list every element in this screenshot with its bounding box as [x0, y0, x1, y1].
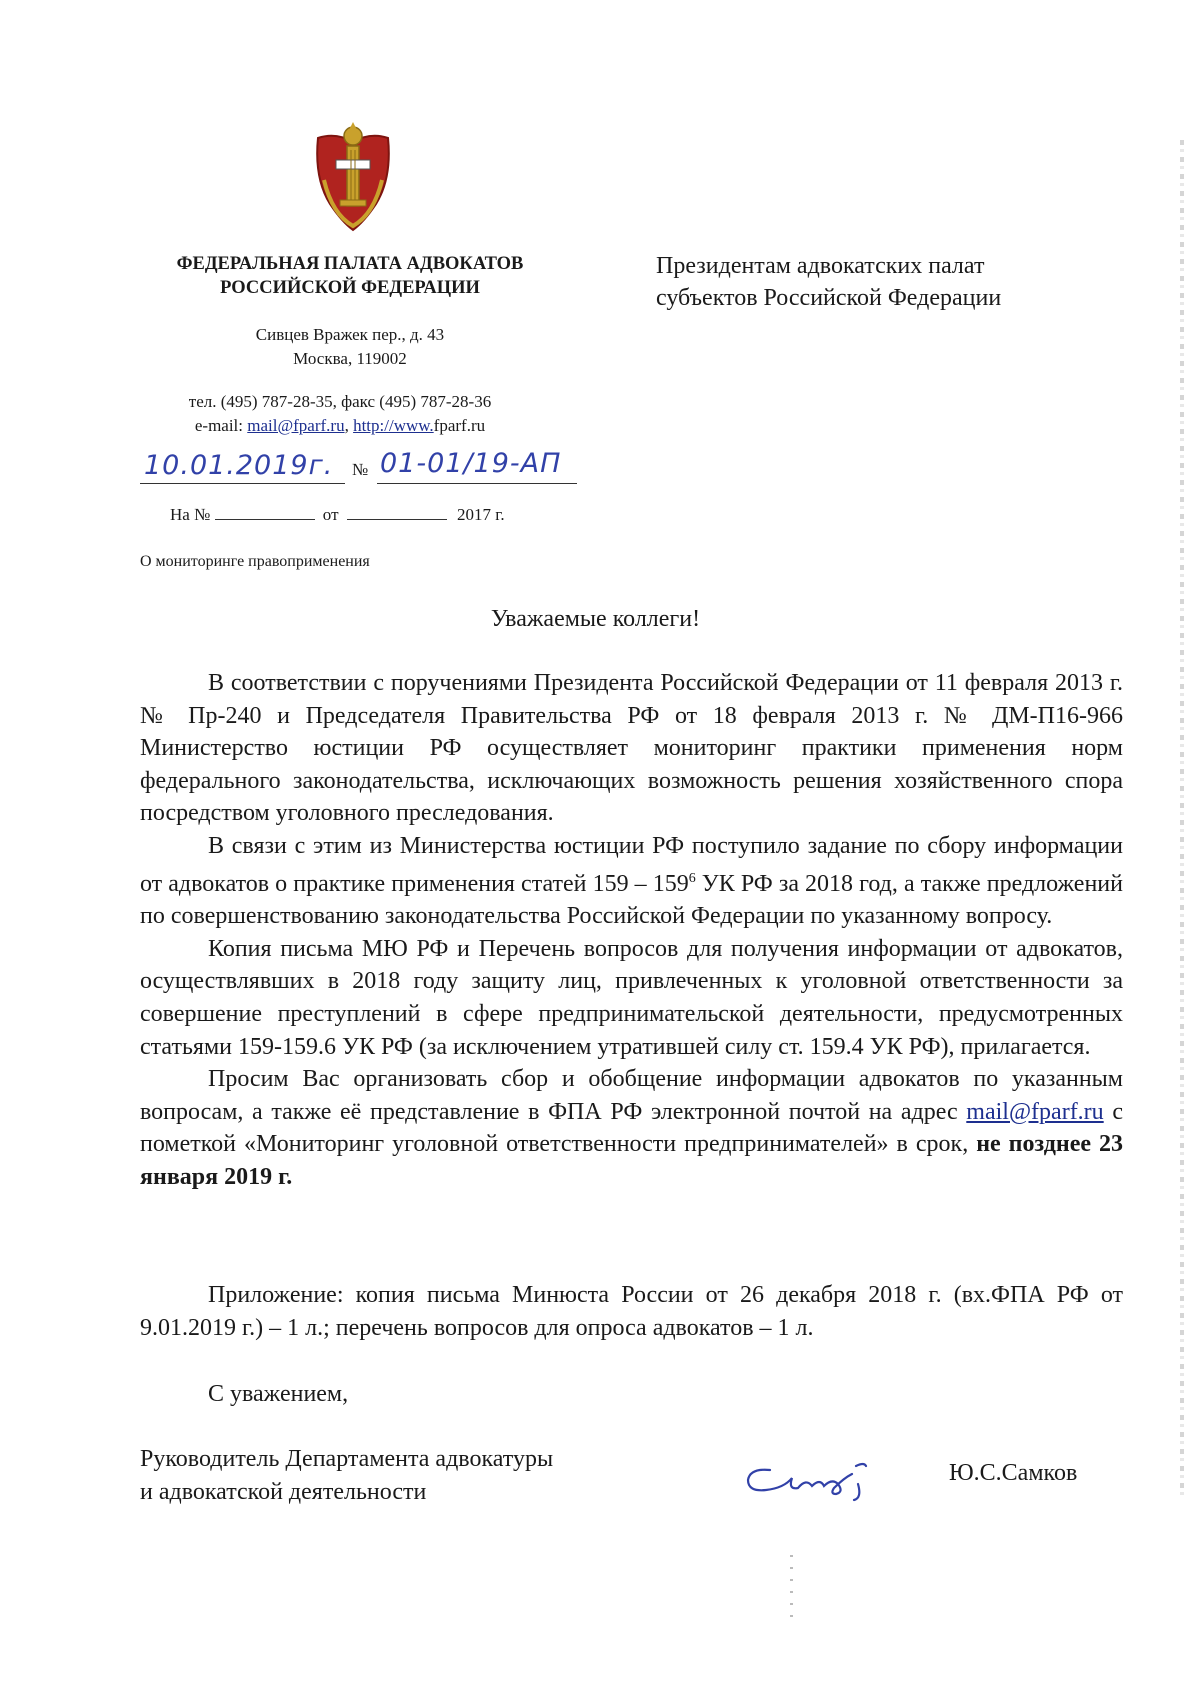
addressee-line-1: Президентам адвокатских палат [656, 253, 985, 279]
reply-date-blank [347, 503, 447, 520]
date-underline [140, 483, 345, 484]
phone-fax: тел. (495) 787-28-35, факс (495) 787-28-36 [188, 392, 492, 411]
emblem-logo [310, 118, 396, 234]
registration-number: 01-01/19-АП [380, 448, 562, 479]
p2-superscript: 6 [688, 870, 696, 886]
reply-number-blank [215, 503, 315, 520]
scan-dots-artifact [790, 1555, 793, 1625]
email-prefix: e-mail: [194, 416, 248, 435]
body-paragraph-4 [140, 1063, 1123, 1193]
p4-text-b: с пометкой «Мониторинг уголовной ответственности предпринимателей» в срок, [140, 1098, 1123, 1158]
registration-date: 10.01.2019г. [144, 450, 334, 481]
p4-text-a: Просим Вас организовать сбор и обобщение информации адвокатов по указанным вопросам, а также её представление в ФПА РФ электронной почтой на адрес [140, 1066, 1123, 1125]
website-link[interactable]: http://www. [353, 416, 434, 435]
body-paragraph-3: Копия письма МЮ РФ и Перечень вопросов для получения информации от адвокатов, осуществлявших в 2018 году защиту лиц, привлеченных к уголовной ответственности за совершение преступлений в сфере предпринимательской деятельности, предусмотренных статьями 159-159.6 УК РФ (за исключением утратившей силу ст. 159.4 УК РФ), прилагается. [140, 935, 1123, 1060]
letter-body [140, 667, 1123, 1194]
signer-name: Ю.С.Самков [949, 1460, 1078, 1486]
attachment-note: Приложение: копия письма Минюста России от 26 декабря 2018 г. (вх.ФПА РФ от 9.01.2019 г.) – 1 л.; перечень вопросов для опроса адвокатов – 1 л. [140, 1282, 1123, 1341]
registration-no-label: № [352, 460, 369, 479]
address-street: Сивцев Вражек пер., д. 43 [255, 325, 445, 344]
number-underline [377, 483, 577, 484]
org-contacts [140, 390, 540, 438]
addressee-line-2: субъектов Российской Федерации [656, 285, 1002, 311]
scan-edge-artifact [1180, 140, 1184, 1500]
email-website [140, 414, 540, 438]
registration-line [140, 450, 590, 486]
reply-na-label: На № [170, 505, 211, 524]
email-link[interactable]: mail@fparf.ru [247, 416, 345, 435]
signer-title-line-1: Руководитель Департамента адвокатуры [140, 1446, 554, 1472]
letter-subject: О мониторинге правоприменения [140, 553, 370, 570]
p4-email-link[interactable]: mail@fparf.ru [966, 1098, 1104, 1125]
signer-title [140, 1443, 553, 1508]
body-paragraph-1: В соответствии с поручениями Президента Российской Федерации от 11 февраля 2013 г. № Пр-240 и Председателя Правительства РФ от 18 февраля 2013 г. № ДМ-П16-966 Министерство юстиции РФ осуществляет мониторинг практики применения норм федерального законодательства, исключающих возможность решения хозяйственного спора посредством уголовного преследования. [140, 670, 1123, 827]
body-paragraph-2 [140, 830, 1123, 933]
p2-text-b: УК РФ за 2018 год, а также предложений по совершенствованию законодательства Российской Федерации по указанному вопросу. [140, 870, 1123, 930]
org-name-line-2: РОССИЙСКОЙ ФЕДЕРАЦИИ [220, 278, 480, 298]
signer-title-line-2: и адвокатской деятельности [140, 1478, 427, 1505]
closing-phrase: С уважением, [208, 1381, 349, 1407]
addressee [656, 250, 1096, 314]
p4-deadline: не позднее 23 января 2019 г. [140, 1131, 1123, 1190]
email-separator: , [344, 416, 354, 435]
address-city: Москва, 119002 [293, 349, 407, 368]
reply-year-label: 2017 г. [457, 505, 505, 524]
reply-ot-label: от [322, 505, 339, 524]
website-rest: fparf.ru [433, 416, 486, 435]
org-address [190, 323, 510, 371]
salutation: Уважаемые коллеги! [490, 606, 701, 632]
org-name-line-1: ФЕДЕРАЛЬНАЯ ПАЛАТА АДВОКАТОВ [176, 254, 524, 274]
p2-text-a: В связи с этим из Министерства юстиции РФ поступило задание по сбору информации от адвокатов о практике применения статей 159 – 159 [140, 832, 1123, 897]
handwritten-signature [740, 1448, 900, 1508]
reply-reference [170, 503, 550, 525]
org-name [130, 252, 570, 300]
